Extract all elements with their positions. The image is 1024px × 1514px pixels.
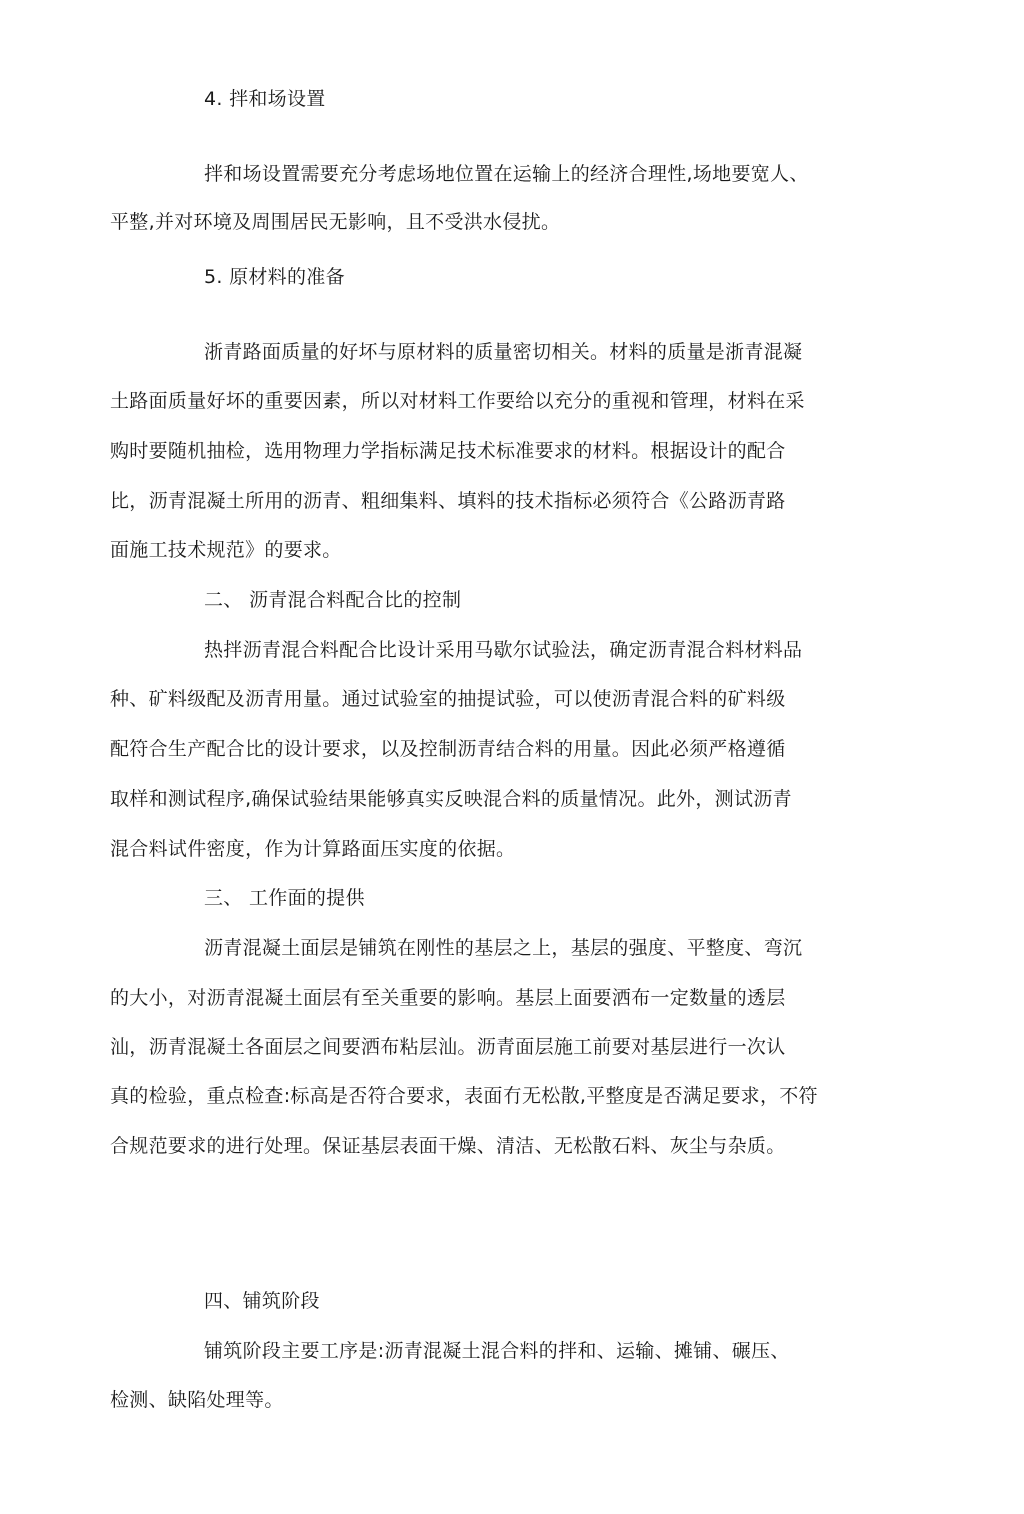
paragraph-line: 取样和测试程序,确保试验结果能够真实反映混合料的质量情况。此外，测试沥青: [110, 788, 792, 810]
paragraph-line: 配符合生产配合比的设计要求，以及控制沥青结合料的用量。因此必须严格遵循: [110, 738, 786, 760]
paragraph-line: 铺筑阶段主要工序是:沥青混凝土混合料的拌和、运输、摊铺、碾压、: [204, 1340, 790, 1362]
heading-3-work-surface: 三、 工作面的提供: [204, 887, 365, 909]
paragraph-line: 面施工技术规范》的要求。: [110, 539, 342, 561]
paragraph-line: 检测、缺陷处理等。: [110, 1389, 284, 1411]
heading-5-raw-materials: 5. 原材料的准备: [204, 266, 345, 288]
heading-4-paving-stage: 四、铺筑阶段: [204, 1290, 320, 1312]
paragraph-line: 土路面质量好坏的重要因素，所以对材料工作要给以充分的重视和管理，材料在采: [110, 390, 805, 412]
paragraph-line: 浙青路面质量的好坏与原材料的质量密切相关。材料的质量是浙青混凝: [204, 341, 803, 363]
paragraph-line: 平整,并对环境及周围居民无影响，且不受洪水侵扰。: [110, 211, 561, 233]
paragraph-line: 混合料试件密度，作为计算路面压实度的依据。: [110, 838, 516, 860]
paragraph-line: 种、矿料级配及沥青用量。通过试验室的抽提试验，可以使沥青混合料的矿料级: [110, 688, 786, 710]
paragraph-line: 拌和场设置需要充分考虑场地位置在运输上的经济合理性,场地要宽人、: [204, 163, 809, 185]
paragraph-line: 真的检验，重点检查:标高是否符合要求，表面冇无松散,平整度是否满足要求，不符: [110, 1085, 818, 1107]
paragraph-line: 比，沥青混凝土所用的沥青、粗细集料、填料的技术指标必须符合《公路沥青路: [110, 490, 786, 512]
paragraph-line: 汕，沥青混凝土各面层之间要洒布粘层汕。沥青面层施工前要对基层进行一次认: [110, 1036, 786, 1058]
paragraph-line: 的大小，对沥青混凝土面层有至关重要的影响。基层上面要洒布一定数量的透层: [110, 987, 786, 1009]
paragraph-line: 沥青混凝土面层是铺筑在刚性的基层之上，基层的强度、平整度、弯沉: [204, 937, 803, 959]
paragraph-line: 热拌沥青混合料配合比设计采用马歇尔试验法，确定沥青混合料材料品: [204, 639, 803, 661]
heading-2-mix-ratio: 二、 沥青混合料配合比的控制: [204, 589, 462, 611]
heading-4-mixing-plant: 4. 拌和场设置: [204, 88, 326, 110]
paragraph-line: 合规范要求的进行处理。保证基层表面干燥、清洁、无松散石料、灰尘与杂质。: [110, 1135, 786, 1157]
paragraph-line: 购时要随机抽检，选用物理力学指标满足技术标准要求的材料。根据设计的配合: [110, 440, 786, 462]
